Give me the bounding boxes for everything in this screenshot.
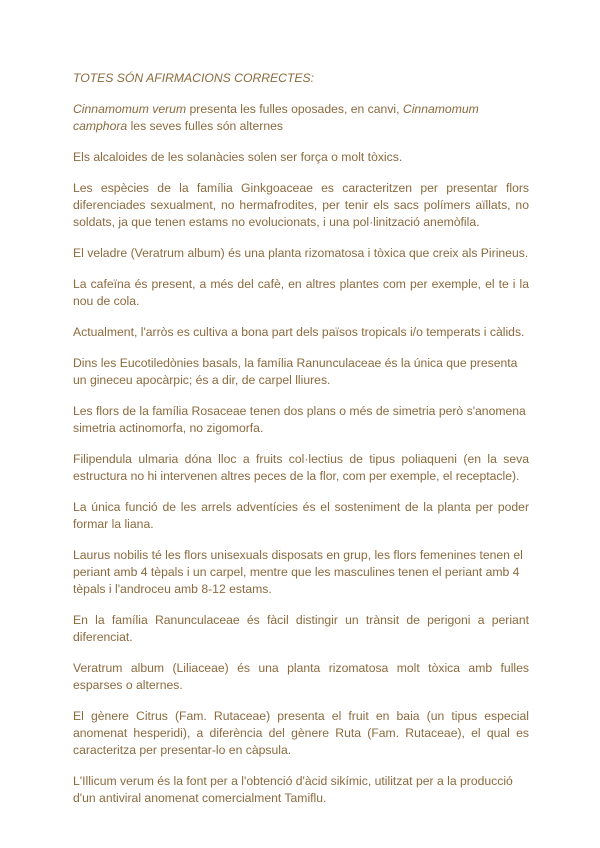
paragraph-text: les seves fulles són alternes	[127, 119, 284, 133]
document-page	[73, 70, 529, 821]
paragraph-cinnamomum	[73, 101, 529, 135]
paragraph: Actualment, l'arròs es cultiva a bona part dels països tropicals i/o temperats i càlids.	[73, 325, 525, 339]
paragraph: Filipendula ulmaria dóna lloc a fruits col·lectius de tipus poliaqueni (en la seva estructura no hi intervenen altres peces de la flor, com per exemple, el receptacle).	[73, 452, 529, 483]
paragraph: Laurus nobilis té les flors unisexuals disposats en grup, les flors femenines tenen el periant amb 4 tèpals i un carpel, mentre que les masculines tenen el periant amb 4 tèpals i l'androceu amb 8-12 estams.	[73, 548, 523, 596]
paragraph: Veratrum album (Liliaceae) és una planta rizomatosa molt tòxica amb fulles esparses o alternes.	[73, 661, 529, 692]
paragraph: La cafeïna és present, a més del cafè, en altres plantes com per exemple, el te i la nou de cola.	[73, 277, 529, 308]
paragraph: Les espècies de la família Ginkgoaceae es caracteritzen per presentar flors diferenciades sexualment, no hermafrodites, per tenir els sacs polímers aïllats, no soldats, ja que tenen estams no evolucionats, i una pol·linització anemòfila.	[73, 181, 529, 229]
paragraph-text: presenta les fulles oposades, en canvi,	[186, 102, 403, 116]
species-name: Cinnamomum camphora	[73, 102, 479, 133]
paragraph: Les flors de la família Rosaceae tenen dos plans o més de simetria però s'anomena simetria actinomorfa, no zigomorfa.	[73, 404, 526, 435]
paragraph: La única funció de les arrels adventícies és el sosteniment de la planta per poder formar la liana.	[73, 500, 529, 531]
species-name: Cinnamomum verum	[73, 102, 187, 116]
paragraph: Els alcaloides de les solanàcies solen ser força o molt tòxics.	[73, 150, 403, 164]
paragraph: El veladre (Veratrum album) és una planta rizomatosa i tòxica que creix als Pirineus.	[73, 246, 529, 260]
paragraph: El gènere Citrus (Fam. Rutaceae) presenta el fruit en baia (un tipus especial anomenat hesperidi), a diferència del gènere Ruta (Fam. Rutaceae), el qual es caracteritza per presentar-lo en càpsula.	[73, 709, 529, 757]
paragraph: L'Illicum verum és la font per a l'obtenció d'àcid sikímic, utilitzat per a la producció d'un antiviral anomenat comercialment Tamiflu.	[73, 774, 513, 805]
document-heading: TOTES SÓN AFIRMACIONS CORRECTES:	[73, 71, 315, 85]
paragraph: Dins les Eucotiledònies basals, la família Ranunculaceae és la única que presenta un gineceu apocàrpic; és a dir, de carpel lliures.	[73, 356, 518, 387]
paragraph: En la família Ranunculaceae és fàcil distingir un trànsit de perigoni a periant diferenciat.	[73, 613, 529, 644]
